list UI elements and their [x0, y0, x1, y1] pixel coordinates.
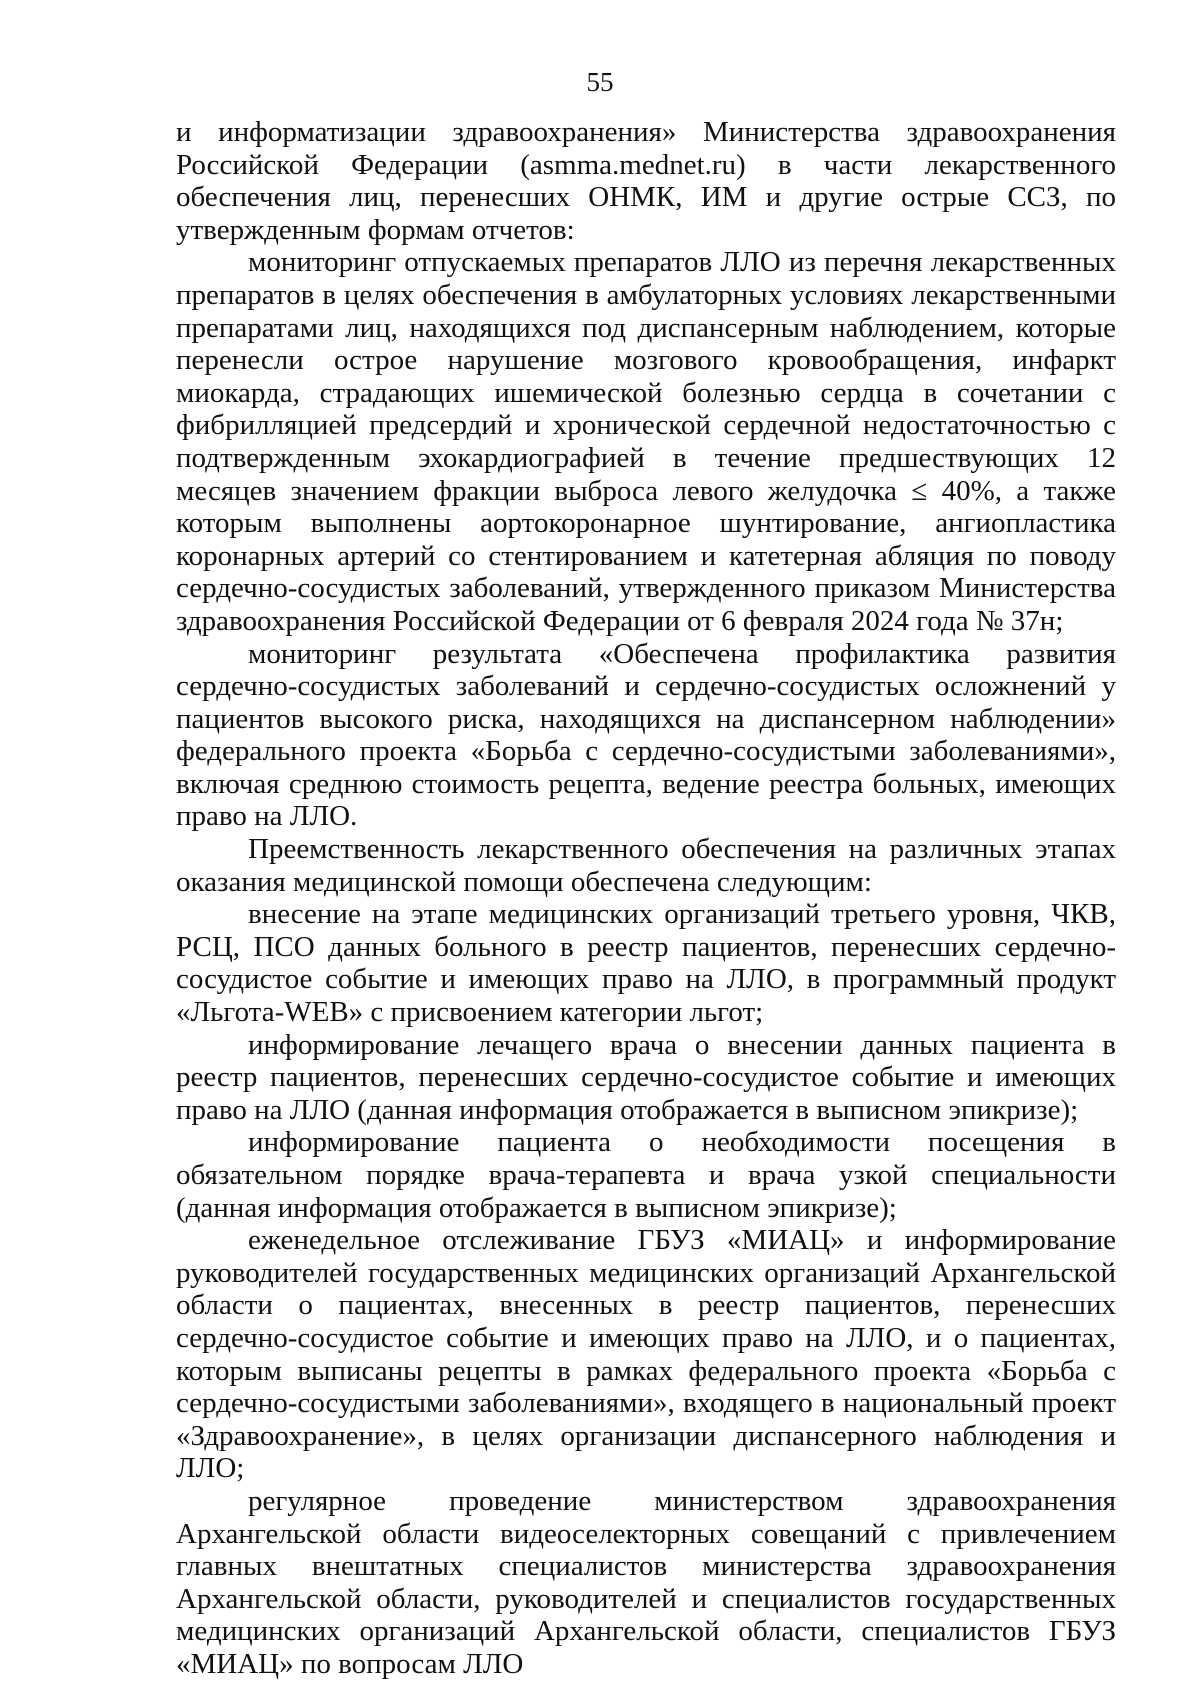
- paragraph: и информатизации здравоохранения» Министерства здравоохранения Российской Федерации (asmma.mednet.ru) в части лекарственного обеспечения лиц, перенесших ОНМК, ИМ и другие острые ССЗ, по утвержденным формам отчетов:: [176, 116, 1116, 246]
- paragraph: информирование пациента о необходимости посещения в обязательном порядке врача-терапевта и врача узкой специальности (данная информация отображается в выписном эпикризе);: [176, 1126, 1116, 1224]
- page-number: 55: [586, 67, 614, 97]
- document-body: [176, 116, 1116, 1681]
- paragraph: мониторинг результата «Обеспечена профилактика развития сердечно-сосудистых заболеваний и сердечно-сосудистых осложнений у пациентов высокого риска, находящихся на диспансерном наблюдении» федерального проекта «Борьба с сердечно-сосудистыми заболеваниями», включая среднюю стоимость рецепта, ведение реестра больных, имеющих право на ЛЛО.: [176, 637, 1116, 833]
- paragraph: регулярное проведение министерством здравоохранения Архангельской области видеоселекторных совещаний с привлечением главных внештатных специалистов министерства здравоохранения Архангельской области, руководителей и специалистов государственных медицинских организаций Архангельской области, специалистов ГБУЗ «МИАЦ» по вопросам ЛЛО: [176, 1484, 1116, 1680]
- paragraph: внесение на этапе медицинских организаций третьего уровня, ЧКВ, РСЦ, ПСО данных больного в реестр пациентов, перенесших сердечно-сосудистое событие и имеющих право на ЛЛО, в программный продукт «Льгота-WEB» с присвоением категории льгот;: [176, 898, 1116, 1029]
- paragraph: Преемственность лекарственного обеспечения на различных этапах оказания медицинской помощи обеспечена следующим:: [176, 833, 1116, 898]
- paragraph: еженедельное отслеживание ГБУЗ «МИАЦ» и информирование руководителей государственных медицинских организаций Архангельской области о пациентах, внесенных в реестр пациентов, перенесших сердечно-сосудистое событие и имеющих право на ЛЛО, и о пациентах, которым выписаны рецепты в рамках федерального проекта «Борьба с сердечно-сосудистыми заболеваниями», входящего в национальный проект «Здравоохранение», в целях организации диспансерного наблюдения и ЛЛО;: [176, 1224, 1116, 1485]
- paragraph: информирование лечащего врача о внесении данных пациента в реестр пациентов, перенесших сердечно-сосудистое событие и имеющих право на ЛЛО (данная информация отображается в выписном эпикризе);: [176, 1028, 1116, 1126]
- paragraph: мониторинг отпускаемых препаратов ЛЛО из перечня лекарственных препаратов в целях обеспечения в амбулаторных условиях лекарственными препаратами лиц, находящихся под диспансерным наблюдением, которые перенесли острое нарушение мозгового кровообращения, инфаркт миокарда, страдающих ишемической болезнью сердца в сочетании с фибрилляцией предсердий и хронической сердечной недостаточностью с подтвержденным эхокардиографией в течение предшествующих 12 месяцев значением фракции выброса левого желудочка ≤ 40%, а также которым выполнены аортокоронарное шунтирование, ангиопластика коронарных артерий со стентированием и катетерная абляция по поводу сердечно-сосудистых заболеваний, утвержденного приказом Министерства здравоохранения Российской Федерации от 6 февраля 2024 года № 37н;: [176, 246, 1116, 637]
